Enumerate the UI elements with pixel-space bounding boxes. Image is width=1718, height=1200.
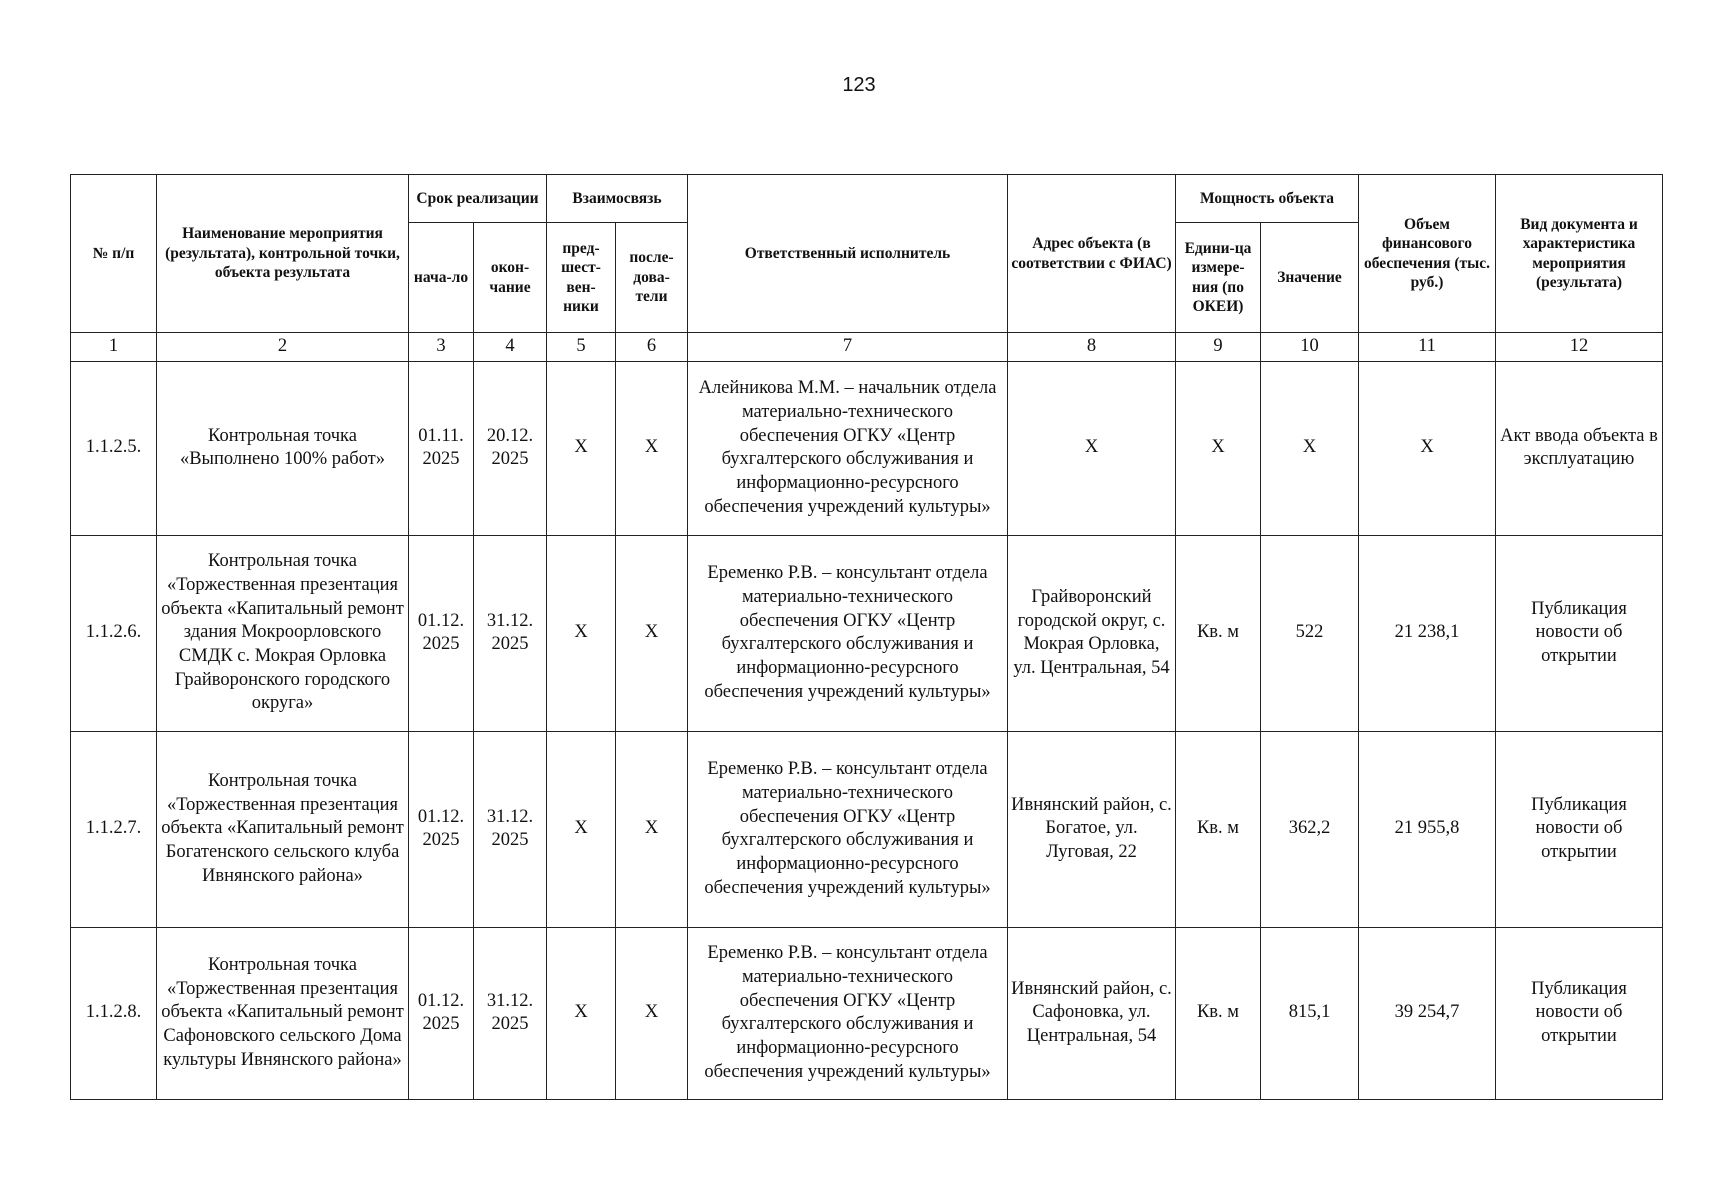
header-term-end: окон-чание xyxy=(474,223,547,333)
column-number: 7 xyxy=(688,333,1008,362)
row-num: 1.1.2.7. xyxy=(71,731,157,927)
row-name: Контрольная точка «Торжественная презентация объекта «Капитальный ремонт здания Мокроорловского СМДК с. Мокрая Орловка Грайворонского городского округа» xyxy=(157,535,409,731)
header-address: Адрес объекта (в соответствии с ФИАС) xyxy=(1008,175,1176,333)
column-number: 10 xyxy=(1261,333,1359,362)
row-finance: 21 955,8 xyxy=(1359,731,1496,927)
row-executor: Алейникова М.М. – начальник отдела материально-технического обеспечения ОГКУ «Центр бухгалтерского обслуживания и информационно-ресурсного обеспечения учреждений культуры» xyxy=(688,361,1008,535)
column-number: 12 xyxy=(1496,333,1663,362)
row-pred: Х xyxy=(547,361,616,535)
header-num: № п/п xyxy=(71,175,157,333)
column-number: 6 xyxy=(616,333,688,362)
row-executor: Еременко Р.В. – консультант отдела материально-технического обеспечения ОГКУ «Центр бухгалтерского обслуживания и информационно-ресурсного обеспечения учреждений культуры» xyxy=(688,731,1008,927)
row-executor: Еременко Р.В. – консультант отдела материально-технического обеспечения ОГКУ «Центр бухгалтерского обслуживания и информационно-ресурсного обеспечения учреждений культуры» xyxy=(688,927,1008,1099)
row-value: Х xyxy=(1261,361,1359,535)
column-number: 4 xyxy=(474,333,547,362)
row-unit: Кв. м xyxy=(1176,927,1261,1099)
row-start: 01.12. 2025 xyxy=(409,927,474,1099)
header-capacity-unit: Едини-ца измере-ния (по ОКЕИ) xyxy=(1176,223,1261,333)
header-row-1 xyxy=(71,175,1663,223)
row-doc: Акт ввода объекта в эксплуатацию xyxy=(1496,361,1663,535)
row-unit: Х xyxy=(1176,361,1261,535)
row-value: 815,1 xyxy=(1261,927,1359,1099)
row-name: Контрольная точка «Торжественная презентация объекта «Капитальный ремонт Сафоновского сельского Дома культуры Ивнянского района» xyxy=(157,927,409,1099)
row-next: Х xyxy=(616,535,688,731)
row-start: 01.12. 2025 xyxy=(409,535,474,731)
column-number: 2 xyxy=(157,333,409,362)
header-name: Наименование мероприятия (результата), контрольной точки, объекта результата xyxy=(157,175,409,333)
header-term-group: Срок реализации xyxy=(409,175,547,223)
header-link-pred: пред-шест-вен-ники xyxy=(547,223,616,333)
header-capacity-value: Значение xyxy=(1261,223,1359,333)
row-doc: Публикация новости об открытии xyxy=(1496,731,1663,927)
row-doc: Публикация новости об открытии xyxy=(1496,927,1663,1099)
plan-table xyxy=(70,174,1663,1100)
row-pred: Х xyxy=(547,731,616,927)
table-row xyxy=(71,361,1663,535)
row-address: Ивнянский район, с. Богатое, ул. Луговая, 22 xyxy=(1008,731,1176,927)
row-pred: Х xyxy=(547,927,616,1099)
column-number: 11 xyxy=(1359,333,1496,362)
row-name: Контрольная точка «Выполнено 100% работ» xyxy=(157,361,409,535)
column-number: 9 xyxy=(1176,333,1261,362)
row-end: 31.12. 2025 xyxy=(474,731,547,927)
row-value: 362,2 xyxy=(1261,731,1359,927)
row-name: Контрольная точка «Торжественная презентация объекта «Капитальный ремонт Богатенского сельского клуба Ивнянского района» xyxy=(157,731,409,927)
row-address: Грайворонский городской округ, с. Мокрая Орловка, ул. Центральная, 54 xyxy=(1008,535,1176,731)
row-end: 20.12. 2025 xyxy=(474,361,547,535)
row-unit: Кв. м xyxy=(1176,535,1261,731)
row-unit: Кв. м xyxy=(1176,731,1261,927)
header-executor: Ответственный исполнитель xyxy=(688,175,1008,333)
column-number: 5 xyxy=(547,333,616,362)
row-end: 31.12. 2025 xyxy=(474,927,547,1099)
page-number: 123 xyxy=(842,74,876,96)
row-num: 1.1.2.6. xyxy=(71,535,157,731)
table-row xyxy=(71,927,1663,1099)
header-doc-type: Вид документа и характеристика мероприятия (результата) xyxy=(1496,175,1663,333)
row-next: Х xyxy=(616,927,688,1099)
column-number: 1 xyxy=(71,333,157,362)
header-link-next: после-дова-тели xyxy=(616,223,688,333)
row-next: Х xyxy=(616,361,688,535)
row-value: 522 xyxy=(1261,535,1359,731)
table-row xyxy=(71,535,1663,731)
row-doc: Публикация новости об открытии xyxy=(1496,535,1663,731)
row-executor: Еременко Р.В. – консультант отдела материально-технического обеспечения ОГКУ «Центр бухгалтерского обслуживания и информационно-ресурсного обеспечения учреждений культуры» xyxy=(688,535,1008,731)
header-finance: Объем финансового обеспечения (тыс. руб.) xyxy=(1359,175,1496,333)
row-address: Х xyxy=(1008,361,1176,535)
header-link-group: Взаимосвязь xyxy=(547,175,688,223)
row-pred: Х xyxy=(547,535,616,731)
row-start: 01.11. 2025 xyxy=(409,361,474,535)
column-number: 8 xyxy=(1008,333,1176,362)
row-finance: 21 238,1 xyxy=(1359,535,1496,731)
row-finance: Х xyxy=(1359,361,1496,535)
header-term-start: нача-ло xyxy=(409,223,474,333)
header-capacity-group: Мощность объекта xyxy=(1176,175,1359,223)
row-start: 01.12. 2025 xyxy=(409,731,474,927)
row-address: Ивнянский район, с. Сафоновка, ул. Центральная, 54 xyxy=(1008,927,1176,1099)
row-end: 31.12. 2025 xyxy=(474,535,547,731)
row-next: Х xyxy=(616,731,688,927)
table-row xyxy=(71,731,1663,927)
row-finance: 39 254,7 xyxy=(1359,927,1496,1099)
column-number-row xyxy=(71,333,1663,362)
column-number: 3 xyxy=(409,333,474,362)
row-num: 1.1.2.5. xyxy=(71,361,157,535)
row-num: 1.1.2.8. xyxy=(71,927,157,1099)
